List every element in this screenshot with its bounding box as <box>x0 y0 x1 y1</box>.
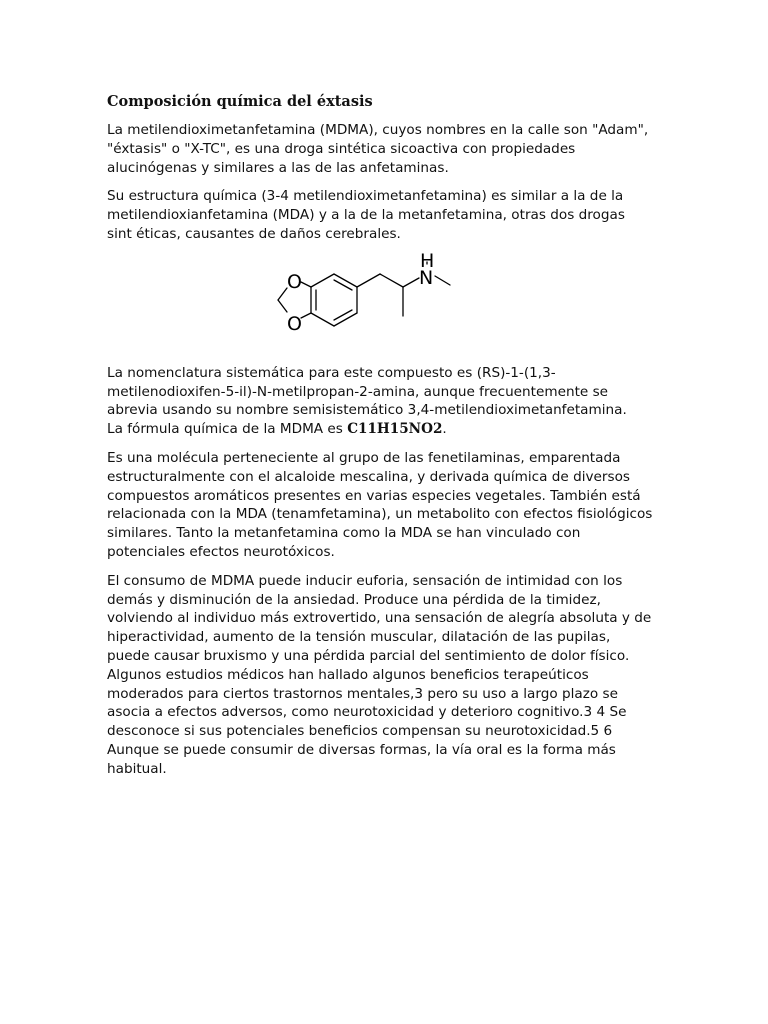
text-line: desconoce si sus potenciales beneficios compensan su neurotoxicidad.5 6 <box>107 723 613 740</box>
dioxole-bond <box>301 313 311 318</box>
n-methyl-bond <box>435 276 450 285</box>
mdma-structure-diagram <box>267 246 507 350</box>
text-line: La nomenclatura sistemática para este compuesto es (RS)-1-(1,3- <box>107 364 556 381</box>
oxygen-atom-label: O <box>287 271 302 293</box>
ring-bond <box>311 274 334 287</box>
ring-bond <box>334 274 357 287</box>
paragraph-intro <box>107 121 675 177</box>
text-line: hiperactividad, aumento de la tensión muscular, dilatación de las pupilas, <box>107 629 611 646</box>
text-line: La metilendioximetanfetamina (MDMA), cuyos nombres en la calle son "Adam", <box>107 122 649 138</box>
text-line: metilendioxianfetamina (MDA) y a la de la metanfetamina, otras dos drogas <box>107 207 625 224</box>
text-line: similares. Tanto la metanfetamina como la MDA se han vinculado con <box>107 525 581 542</box>
chemical-formula: C11H15NO2 <box>347 421 443 438</box>
text-line: potenciales efectos neurotóxicos. <box>107 543 335 560</box>
hydrogen-atom-label: H <box>420 250 435 272</box>
text-line: abrevia usando su nombre semisistemático 3,4-metilendioximetanfetamina. <box>107 402 627 419</box>
text-line: sint éticas, causantes de daños cerebrales. <box>107 225 401 242</box>
formula-prefix: La fórmula química de la MDMA es <box>107 421 348 438</box>
formula-line <box>107 420 675 439</box>
text-line: Es una molécula perteneciente al grupo de las fenetilaminas, emparentada <box>107 449 621 466</box>
text-line: alucinógenas y similares a las de las anfetaminas. <box>107 159 449 176</box>
paragraph-phenethylamines <box>107 449 675 562</box>
ring-double-bond <box>334 310 352 320</box>
text-line: "éxtasis" o "X-TC", es una droga sintética sicoactiva con propiedades <box>107 140 576 157</box>
text-line: moderados para ciertos trastornos mentales,3 pero su uso a largo plazo se <box>107 685 618 702</box>
document-title: Composición química del éxtasis <box>107 93 373 110</box>
text-line: habitual. <box>107 760 167 777</box>
chain-bond <box>357 274 380 287</box>
text-line: volviendo al individuo más extrovertido, una sensación de alegría absoluta y de <box>107 610 652 627</box>
nitrogen-atom-label: N <box>419 267 434 289</box>
text-line: El consumo de MDMA puede inducir euforia, sensación de intimidad con los <box>107 572 623 589</box>
text-line: asocia a efectos adversos, como neurotoxicidad y deterioro cognitivo.3 4 Se <box>107 704 627 721</box>
text-line: compuestos aromáticos presentes en varias especies vegetales. También está <box>107 487 641 504</box>
dioxole-bond <box>278 300 287 312</box>
text-line: Aunque se puede consumir de diversas formas, la vía oral es la forma más <box>107 741 616 758</box>
dioxole-bond <box>278 288 287 300</box>
dioxole-bond <box>301 282 311 287</box>
text-line: demás y disminución de la ansiedad. Produce una pérdida de la timidez, <box>107 591 601 608</box>
ring-bond <box>311 313 334 326</box>
document-page <box>107 90 675 789</box>
text-line: metilenodioxifen-5-il)-N-metilpropan-2-amina, aunque frecuentemente se <box>107 383 609 400</box>
chain-bond <box>380 274 403 287</box>
text-line: relacionada con la MDA (tenamfetamina), un metabolito con efectos fisiológicos <box>107 506 653 523</box>
ring-double-bond <box>334 280 352 290</box>
paragraph-structure <box>107 187 675 243</box>
text-line: Algunos estudios médicos han hallado algunos beneficios terapeúticos <box>107 666 589 683</box>
skeletal-formula <box>267 246 507 350</box>
text-line: estructuralmente con el alcaloide mescalina, y derivada química de diversos <box>107 468 630 485</box>
ring-bond <box>334 313 357 326</box>
paragraph-effects <box>107 572 675 779</box>
text-line: puede causar bruxismo y una pérdida parcial del sentimiento de dolor físico. <box>107 647 630 664</box>
formula-suffix: . <box>442 421 447 438</box>
paragraph-nomenclature <box>107 364 675 439</box>
text-line: Su estructura química (3-4 metilendioximetanfetamina) es similar a la de la <box>107 188 624 205</box>
chain-bond <box>403 278 419 287</box>
oxygen-atom-label: O <box>287 313 302 335</box>
